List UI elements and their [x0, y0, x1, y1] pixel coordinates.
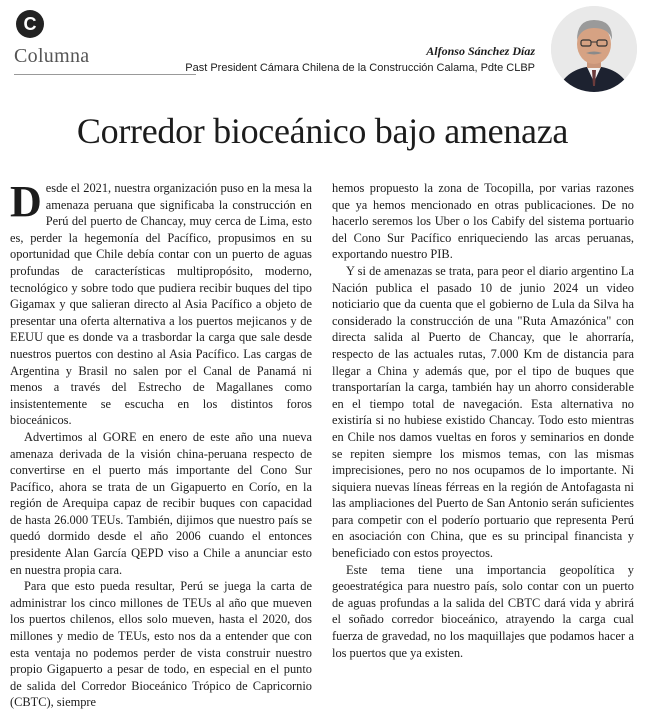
article-paragraph: Advertimos al GORE en enero de este año una nueva amenaza derivada de la visión china-peruana respecto de convertirse en el puerto más importante del Cono Sur Pacífico, ahora se trata de un Gigapuerto en Corío, en la región de Arequipa capaz de recibir buques con capacidad de hasta 26.000 TEUs. También, dijimos que nuestro país se quedó dormido desde el año 2006 cuando el entonces presidente Alan García QEPD viso a Chile a anunciar esto en nuestra propia cara. — [10, 429, 312, 577]
article-paragraph: hemos propuesto la zona de Tocopilla, por varias razones que ya hemos mencionado en otras publicaciones. De no hacerlo seremos los Uber o los Cabify del sistema portuario del Cono Sur Pacífico enriqueciendo las arcas peruanas, exportando nuestro PIB. — [332, 181, 634, 262]
article-paragraph: Para que esto pueda resultar, Perú se juega la carta de administrar los cinco millones de TEUs al año que mueven los puertos chilenos, ellos solo mueven, hasta el 2020, dos millones y medio de TEUs, esto nos da a entender que con esta ventaja no podemos perder de vista construir nuestro propio Gigapuerto a pesar de todo, en especial en el punto de salida del Corredor Bioceánico Trópico de Capricornio (CBTC), siempre — [10, 579, 312, 710]
article-column-left — [10, 177, 312, 711]
article-column-right — [332, 180, 634, 661]
section-divider — [14, 74, 196, 75]
article-paragraph: Este tema tiene una importancia geopolítica y geoestratégica para nuestro país, solo contar con un puerto de aguas profundas a la salida del CBTC dará vida y abrirá el soñado corredor bioceánico, atrayendo la carga cual fuerza de gravedad, no los maquillajes que podamos hacer a los puertos que ya existen. — [332, 562, 634, 660]
column-badge: C — [16, 10, 44, 38]
section-label: Columna — [14, 45, 90, 67]
author-photo — [551, 6, 637, 92]
article-title: Corredor bioceánico bajo amenaza — [76, 111, 569, 151]
author-role: Past President Cámara Chilena de la Construcción Calama, Pdte CLBP — [185, 62, 535, 74]
author-name: Alfonso Sánchez Díaz — [426, 44, 535, 58]
drop-cap: D — [10, 177, 42, 226]
article-paragraph: Y si de amenazas se trata, para peor el diario argentino La Nación publica el pasado 10 de junio 2024 un video noticiario que da cuenta que el gobierno de Lula da Silva ha considerado la construcción de una "Ruta Amazónica" con directa salida al Puerto de Chancay, que le ahorraría, respecto de las actuales rutas, 7.000 Km de distancia para llegar a China y además que, por el tipo de buques que transportarían la carga, también hay un ahorro considerable en el tiempo total de navegación. Esta alternativa no existiría si no hubiese existido Chancay. Todo esto mientras en Chile nos damos vueltas en foros y seminarios en donde se repiten siempre los mismos temas, con las mismas imprecisiones, pero no nos ocupamos de lo importante. Ni siquiera nuevas líneas férreas en la región de Antofagasta ni las ampliaciones del Puerto de San Antonio serán suficientes para competir con el poderío portuario que representa Perú en asociación con China, que es su principal financista y beneficiado con estos proyectos. — [332, 263, 634, 561]
article-paragraph: Desde el 2021, nuestra organización puso en la mesa la amenaza peruana que significaba la construcción en Perú del puerto de Chancay, muy cerca de Lima, esto es, perder la hegemonía del Pacífico, propusimos en su oportunidad que Chile debía contar con un puerto de aguas profundas de características multipropósito, moderno, tecnológico y sobre todo que pudiera recibir buques del tipo Gigamax y que salieran directo al Asia Pacífico a objeto de presentar una oferta alternativa a los puertos mejicanos y de EEUU que es donde va a trasbordar la carga que sale desde nuestros puertos con destino al Asia Pacífico. Las cargas de Argentina y Brasil no salen por el Canal de Panamá ni menos a través del Estrecho de Magallanes como insistentemente se escucha en los distintos foros bioceánicos. — [10, 177, 312, 428]
